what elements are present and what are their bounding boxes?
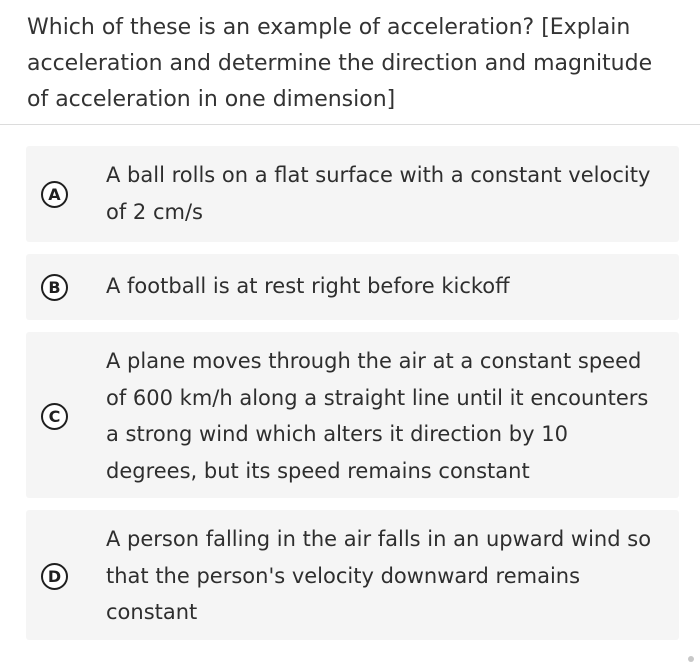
option-d-letter-badge: D	[41, 563, 68, 590]
option-b-letter-badge: B	[41, 274, 68, 301]
option-b-text: A football is at rest right before kickoff	[106, 274, 510, 298]
option-a[interactable]	[26, 146, 679, 242]
divider	[0, 124, 700, 125]
option-d[interactable]	[26, 510, 679, 640]
question-text: Which of these is an example of acceleration? [Explain acceleration and determine the direction and magnitude of acceleration in one dimension]	[27, 15, 653, 112]
option-c[interactable]	[26, 332, 679, 498]
option-c-text: A plane moves through the air at a constant speed of 600 km/h along a straight line until it encounters a strong wind which alters it direction by 10 degrees, but its speed remains constant	[106, 349, 649, 483]
option-a-text: A ball rolls on a flat surface with a constant velocity of 2 cm/s	[106, 163, 651, 224]
option-b[interactable]	[26, 254, 679, 320]
corner-indicator	[688, 656, 694, 662]
option-a-letter-badge: A	[41, 181, 68, 208]
option-c-letter-badge: C	[41, 403, 68, 430]
option-d-text: A person falling in the air falls in an upward wind so that the person's velocity downward remains constant	[106, 527, 652, 624]
